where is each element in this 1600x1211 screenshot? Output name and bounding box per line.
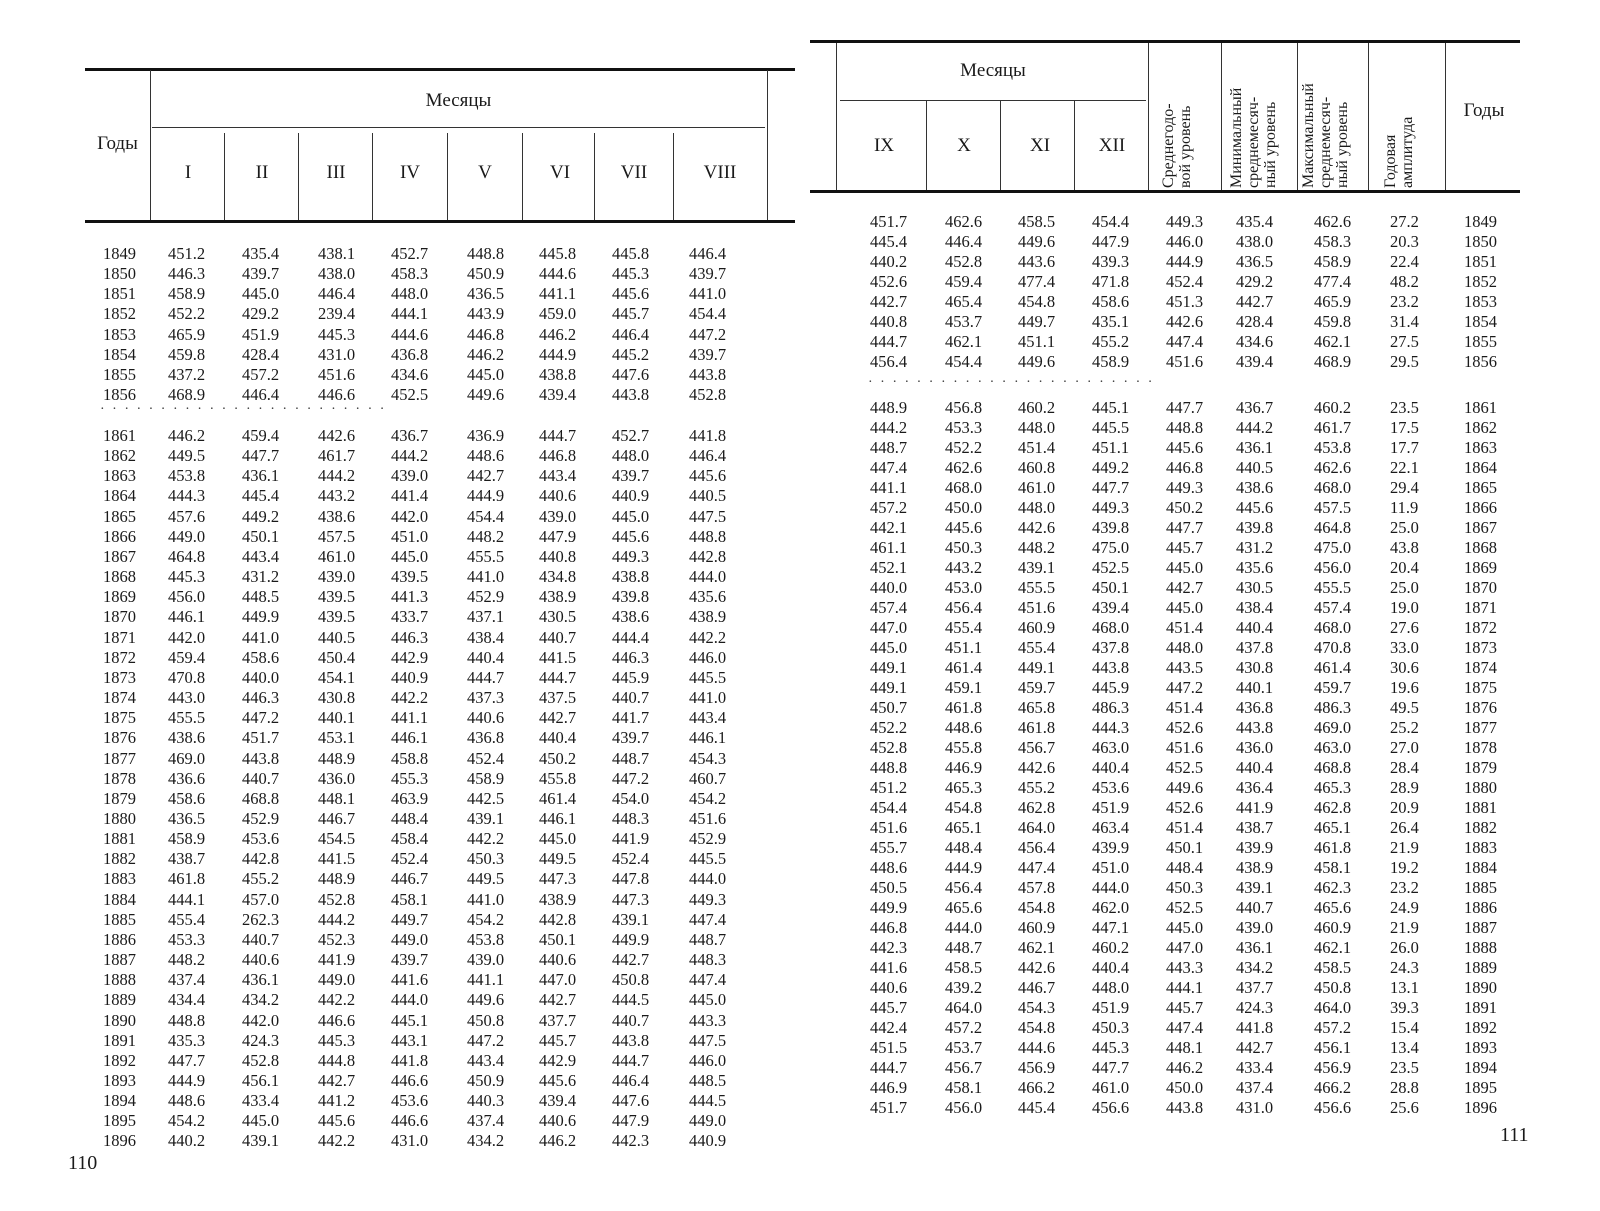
month-label-III: III — [326, 162, 346, 183]
years-column: 1861 1862 1863 1864 1865 1866 1867 1868 1869 1870 1871 1872 1873 1874 1875 1876 1877 1878 1879 1880 1881 1882 1883 1884 1885 1886 1887 1888 1889 1890 1891 1892 1893 1894 1895 1896 — [103, 426, 136, 1151]
header-bottom-rule — [810, 190, 1520, 193]
col-XI: 458.5 449.6 443.6 477.4 454.8 449.7 451.1 449.6 — [1018, 212, 1056, 371]
months-underline — [840, 100, 1146, 101]
page-number-right: 111 — [1500, 1124, 1529, 1146]
month-divider — [594, 133, 595, 220]
col-IX: 448.9 444.2 448.7 447.4 441.1 457.2 442.1 461.1 452.1 440.0 457.4 447.0 445.0 449.1 449.1 450.7 452.2 452.8 448.8 451.2 454.4 451.6 455.7 448.6 450.5 449.9 446.8 442.3 441.6 440.6 445.7 442.4 451.5 444.7 446.9 451.7 — [870, 398, 908, 1117]
column-divider — [1074, 100, 1075, 190]
value-column-VI: 444.7 446.8 443.4 440.6 439.0 447.9 440.8 434.8 438.9 430.5 440.7 441.5 444.7 437.5 442.7 440.4 450.2 455.8 461.4 446.1 445.0 449.5 447.3 438.9 442.8 450.1 440.6 447.0 442.7 437.7 445.7 442.9 445.6 439.4 440.6 446.2 — [539, 426, 577, 1151]
max-level-header: Максимальный среднемесяч- ный уровень — [1300, 83, 1351, 188]
col-max: 462.6 458.3 458.9 477.4 465.9 459.8 462.1 468.9 — [1314, 212, 1352, 371]
page-number-left: 110 — [68, 1152, 98, 1174]
value-column-IV: 452.7 458.3 448.0 444.1 444.6 436.8 434.6 452.5 — [391, 244, 429, 405]
month-label-V: V — [478, 162, 492, 183]
col-mean: 449.3 446.0 444.9 452.4 451.3 442.6 447.4 451.6 — [1166, 212, 1204, 371]
month-label-VII: VII — [620, 162, 648, 183]
months-header: Месяцы — [425, 90, 492, 111]
col-min: 436.7 444.2 436.1 440.5 438.6 445.6 439.8 431.2 435.6 430.5 438.4 440.4 437.8 430.8 440.1 436.8 443.8 436.0 440.4 436.4 441.9 438.7 439.9 438.9 439.1 440.7 439.0 436.1 434.2 437.7 424.3 441.8 442.7 433.4 437.4 431.0 — [1236, 398, 1274, 1117]
years-header: Годы — [97, 133, 138, 154]
col-X: 462.6 446.4 452.8 459.4 465.4 453.7 462.1 454.4 — [945, 212, 983, 371]
month-divider — [372, 133, 373, 220]
col-max: 460.2 461.7 453.8 462.6 468.0 457.5 464.8 475.0 456.0 455.5 457.4 468.0 470.8 461.4 459.7 486.3 469.0 463.0 468.8 465.3 462.8 465.1 461.8 458.1 462.3 465.6 460.9 462.1 458.5 450.8 464.0 457.2 456.1 456.9 466.2 456.6 — [1314, 398, 1352, 1117]
right-page — [800, 0, 1600, 1211]
value-column-II: 459.4 447.7 436.1 445.4 449.2 450.1 443.4 431.2 448.5 449.9 441.0 458.6 440.0 446.3 447.2 451.7 443.8 440.7 468.8 452.9 453.6 442.8 455.2 457.0 262.3 440.7 440.6 436.1 434.2 442.0 424.3 452.8 456.1 433.4 445.0 439.1 — [242, 426, 280, 1151]
month-label-X: X — [957, 135, 971, 156]
month-divider — [522, 133, 523, 220]
month-label-I: I — [184, 162, 192, 183]
column-divider — [1000, 100, 1001, 190]
col-XII: 454.4 447.9 439.3 471.8 458.6 435.1 455.2 458.9 — [1092, 212, 1130, 371]
col-XI: 460.2 448.0 451.4 460.8 461.0 448.0 442.6 448.2 439.1 455.5 451.6 460.9 455.4 449.1 459.7 465.8 461.8 456.7 442.6 455.2 462.8 464.0 456.4 447.4 457.8 454.8 460.9 462.1 442.6 446.7 454.3 454.8 444.6 456.9 466.2 445.4 — [1018, 398, 1056, 1117]
month-label-XII: XII — [1098, 135, 1126, 156]
top-rule — [810, 40, 1520, 43]
years-column: 1849 1850 1851 1852 1853 1854 1855 1856 — [103, 244, 136, 405]
col-amplitude: 23.5 17.5 17.7 22.1 29.4 11.9 25.0 43.8 20.4 25.0 19.0 27.6 33.0 30.6 19.6 49.5 25.2 27.0 28.4 28.9 20.9 26.4 21.9 19.2 23.2 24.9 21.9 26.0 24.3 13.1 39.3 15.4 13.4 23.5 28.8 25.6 — [1390, 398, 1419, 1117]
value-column-III: 438.1 438.0 446.4 239.4 445.3 431.0 451.6 446.6 — [318, 244, 356, 405]
column-divider — [1221, 43, 1222, 190]
top-rule — [85, 68, 795, 71]
month-label-IX: IX — [873, 135, 895, 156]
months-underline — [152, 127, 765, 128]
col-amplitude: 27.2 20.3 22.4 48.2 23.2 31.4 27.5 29.5 — [1390, 212, 1419, 371]
min-level-header: Минимальный среднемесяч- ный уровень — [1228, 87, 1279, 188]
column-divider — [1297, 43, 1298, 190]
month-divider — [447, 133, 448, 220]
column-divider — [926, 100, 927, 190]
month-divider — [298, 133, 299, 220]
month-label-II: II — [255, 162, 269, 183]
amplitude-header: Годовая амплитуда — [1382, 116, 1416, 188]
months-header: Месяцы — [960, 60, 1026, 81]
column-divider — [1445, 43, 1446, 190]
value-column-VIII: 441.8 446.4 445.6 440.5 447.5 448.8 442.8 444.0 435.6 438.9 442.2 446.0 445.5 441.0 443.4 446.1 454.3 460.7 454.2 451.6 452.9 445.5 444.0 449.3 447.4 448.7 448.3 447.4 445.0 443.3 447.5 446.0 448.5 444.5 449.0 440.9 — [689, 426, 727, 1151]
value-column-V: 448.8 450.9 436.5 443.9 446.8 446.2 445.0 449.6 — [467, 244, 505, 405]
month-divider — [224, 133, 225, 220]
month-label-VI: VI — [549, 162, 571, 183]
value-column-II: 435.4 439.7 445.0 429.2 451.9 428.4 457.2 446.4 — [242, 244, 280, 405]
value-column-III: 442.6 461.7 444.2 443.2 438.6 457.5 461.0 439.0 439.5 439.5 440.5 450.4 454.1 430.8 440.1 453.1 448.9 436.0 448.1 446.7 454.5 441.5 448.9 452.8 444.2 452.3 441.9 449.0 442.2 446.6 445.3 444.8 442.7 441.2 445.6 442.2 — [318, 426, 356, 1151]
column-divider — [1148, 43, 1149, 190]
value-column-I: 451.2 446.3 458.9 452.2 465.9 459.8 437.2 468.9 — [168, 244, 206, 405]
col-mean: 447.7 448.8 445.6 446.8 449.3 450.2 447.7 445.7 445.0 442.7 445.0 451.4 448.0 443.5 447.2 451.4 452.6 451.6 452.5 449.6 452.6 451.4 450.1 448.4 450.3 452.5 445.0 447.0 443.3 444.1 445.7 447.4 448.1 446.2 450.0 443.8 — [1166, 398, 1204, 1117]
col-X: 456.8 453.3 452.2 462.6 468.0 450.0 445.6 450.3 443.2 453.0 456.4 455.4 451.1 461.4 459.1 461.8 448.6 455.8 446.9 465.3 454.8 465.1 448.4 444.9 456.4 465.6 444.0 448.7 458.5 439.2 464.0 457.2 453.7 456.7 458.1 456.0 — [945, 398, 983, 1117]
header-bottom-rule — [85, 220, 795, 223]
value-column-VII: 452.7 448.0 439.7 440.9 445.0 445.6 449.3 438.8 439.8 438.6 444.4 446.3 445.9 440.7 441.7 439.7 448.7 447.2 454.0 448.3 441.9 452.4 447.8 447.3 439.1 449.9 442.7 450.8 444.5 440.7 443.8 444.7 446.4 447.6 447.9 442.3 — [612, 426, 650, 1151]
month-divider — [673, 133, 674, 220]
mean-level-header: Среднегодо- вой уровень — [1160, 103, 1194, 188]
col-XII: 445.1 445.5 451.1 449.2 447.7 449.3 439.8 475.0 452.5 450.1 439.4 468.0 437.8 443.8 445.9 486.3 444.3 463.0 440.4 453.6 451.9 463.4 439.9 451.0 444.0 462.0 447.1 460.2 440.4 448.0 451.9 450.3 445.3 447.7 461.0 456.6 — [1092, 398, 1130, 1117]
col-IX: 451.7 445.4 440.2 452.6 442.7 440.8 444.7 456.4 — [870, 212, 908, 371]
value-column-IV: 436.7 444.2 439.0 441.4 442.0 451.0 445.0 439.5 441.3 433.7 446.3 442.9 440.9 442.2 441.1 446.1 458.8 455.3 463.9 448.4 458.4 452.4 446.7 458.1 449.7 449.0 439.7 441.6 444.0 445.1 443.1 441.8 446.6 453.6 446.6 431.0 — [391, 426, 429, 1151]
col-years: 1861 1862 1863 1864 1865 1866 1867 1868 1869 1870 1871 1872 1873 1874 1875 1876 1877 1878 1879 1880 1881 1882 1883 1884 1885 1886 1887 1888 1889 1890 1891 1892 1893 1894 1895 1896 — [1464, 398, 1497, 1117]
dot-separator: · · · · · · · · · · · · · · · · · · · · · · · · — [100, 402, 387, 417]
month-label-XI: XI — [1029, 135, 1051, 156]
right-header-border — [767, 70, 768, 220]
years-header-right: Годы — [1463, 100, 1505, 121]
value-column-I: 446.2 449.5 453.8 444.3 457.6 449.0 464.8 445.3 456.0 446.1 442.0 459.4 470.8 443.0 455.5 438.6 469.0 436.6 458.6 436.5 458.9 438.7 461.8 444.1 455.4 453.3 448.2 437.4 434.4 448.8 435.3 447.7 444.9 448.6 454.2 440.2 — [168, 426, 206, 1151]
value-column-VIII: 446.4 439.7 441.0 454.4 447.2 439.7 443.8 452.8 — [689, 244, 727, 405]
left-header-border — [836, 43, 837, 190]
col-years: 1849 1850 1851 1852 1853 1854 1855 1856 — [1464, 212, 1497, 371]
column-divider — [1368, 43, 1369, 190]
dot-separator: · · · · · · · · · · · · · · · · · · · · · · · · — [868, 375, 1155, 390]
value-column-VI: 445.8 444.6 441.1 459.0 446.2 444.9 438.8 439.4 — [539, 244, 577, 405]
years-col-divider — [150, 70, 151, 220]
col-min: 435.4 438.0 436.5 429.2 442.7 428.4 434.6 439.4 — [1236, 212, 1274, 371]
month-label-IV: IV — [399, 162, 421, 183]
value-column-VII: 445.8 445.3 445.6 445.7 446.4 445.2 447.6 443.8 — [612, 244, 650, 405]
month-label-VIII: VIII — [703, 162, 737, 183]
value-column-V: 436.9 448.6 442.7 444.9 454.4 448.2 455.5 441.0 452.9 437.1 438.4 440.4 444.7 437.3 440.6 436.8 452.4 458.9 442.5 439.1 442.2 450.3 449.5 441.0 454.2 453.8 439.0 441.1 449.6 450.8 447.2 443.4 450.9 440.3 437.4 434.2 — [467, 426, 505, 1151]
